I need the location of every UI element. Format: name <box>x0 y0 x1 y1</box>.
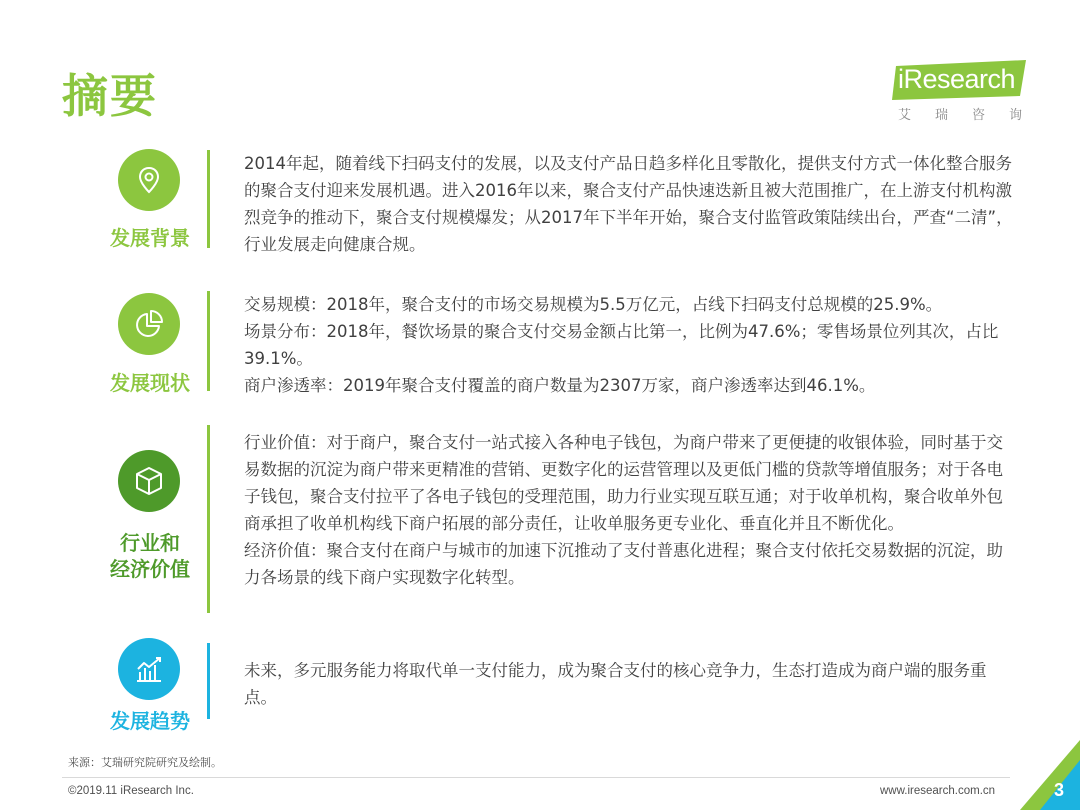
copyright-text: ©2019.11 iResearch Inc. <box>68 785 194 797</box>
section-text <box>244 429 1014 591</box>
trend-chart-icon <box>133 653 165 685</box>
section-divider <box>207 643 210 719</box>
section-paragraph: 行业价值：对于商户，聚合支付一站式接入各种电子钱包，为商户带来了更便捷的收银体验，同时基于交易数据的沉淀为商户带来更精准的营销、更数字化的运营管理以及更低门槛的贷款等增值服务；对于各电子钱包，聚合支付拉平了各电子钱包的受理范围，助力行业实现互联互通；对于收单机构，聚合收单外包商承担了收单机构线下商户拓展的部分责任，让收单服务更专业化、垂直化并且不断优化。 <box>244 433 1003 533</box>
section-icon-circle <box>118 450 180 512</box>
source-note: 来源：艾瑞研究院研究及绘制。 <box>68 756 222 769</box>
section-divider <box>207 150 210 248</box>
section-paragraph: 交易规模：2018年，聚合支付的市场交易规模为5.5万亿元，占线下扫码支付总规模的25.9%。 <box>244 295 943 314</box>
logo-subtitle-char: 瑞 <box>934 108 948 123</box>
section-icon-circle <box>118 149 180 211</box>
section-divider <box>207 291 210 391</box>
section-paragraph: 商户渗透率：2019年聚合支付覆盖的商户数量为2307万家，商户渗透率达到46.1%。 <box>244 376 876 395</box>
footer-divider <box>62 777 1010 778</box>
section-label: 发展趋势 <box>110 709 190 733</box>
page-title: 摘要 <box>62 69 158 123</box>
section-label: 发展现状 <box>110 371 190 395</box>
pie-chart-icon <box>133 308 165 340</box>
iresearch-logo <box>892 60 1026 124</box>
section-label-line: 行业和 <box>120 531 180 555</box>
page-corner-decoration <box>1020 740 1080 810</box>
logo-subtitle-char: 咨 <box>971 108 985 123</box>
section-divider <box>207 425 210 613</box>
section-text <box>244 657 1014 711</box>
section-paragraph: 2014年起，随着线下扫码支付的发展，以及支付产品日趋多样化且零散化，提供支付方式一体化整合服务的聚合支付迎来发展机遇。进入2016年以来，聚合支付产品快速迭新且被大范围推广，在上游支付机构激烈竞争的推动下，聚合支付规模爆发；从2017年下半年开始，聚合支付监管政策陆续出台，严查“二清”，行业发展走向健康合规。 <box>244 154 1013 254</box>
location-pin-icon <box>134 165 164 195</box>
cube-icon <box>133 465 165 497</box>
section-paragraph: 场景分布：2018年，餐饮场景的聚合支付交易金额占比第一，比例为47.6%；零售场景位列其次，占比39.1%。 <box>244 322 999 368</box>
section-label-line: 经济价值 <box>110 557 190 581</box>
section-label: 发展背景 <box>110 226 190 250</box>
logo-subtitle-char: 询 <box>1008 108 1022 123</box>
section-paragraph: 未来，多元服务能力将取代单一支付能力，成为聚合支付的核心竞争力，生态打造成为商户端的服务重点。 <box>244 661 987 707</box>
logo-subtitle-char: 艾 <box>898 108 912 123</box>
logo-brand-text: iResearch <box>898 64 1016 94</box>
logo-subtitle <box>894 104 1026 123</box>
section-icon-circle <box>118 293 180 355</box>
section-paragraph: 经济价值：聚合支付在商户与城市的加速下沉推动了支付普惠化进程；聚合支付依托交易数据的沉淀，助力各场景的线下商户实现数字化转型。 <box>244 541 1003 587</box>
page-number: 3 <box>1054 780 1065 800</box>
section-text <box>244 150 1014 258</box>
website-link[interactable]: www.iresearch.com.cn <box>880 785 996 797</box>
section-icon-circle <box>118 638 180 700</box>
section-label <box>100 530 200 582</box>
section-text <box>244 291 1014 399</box>
